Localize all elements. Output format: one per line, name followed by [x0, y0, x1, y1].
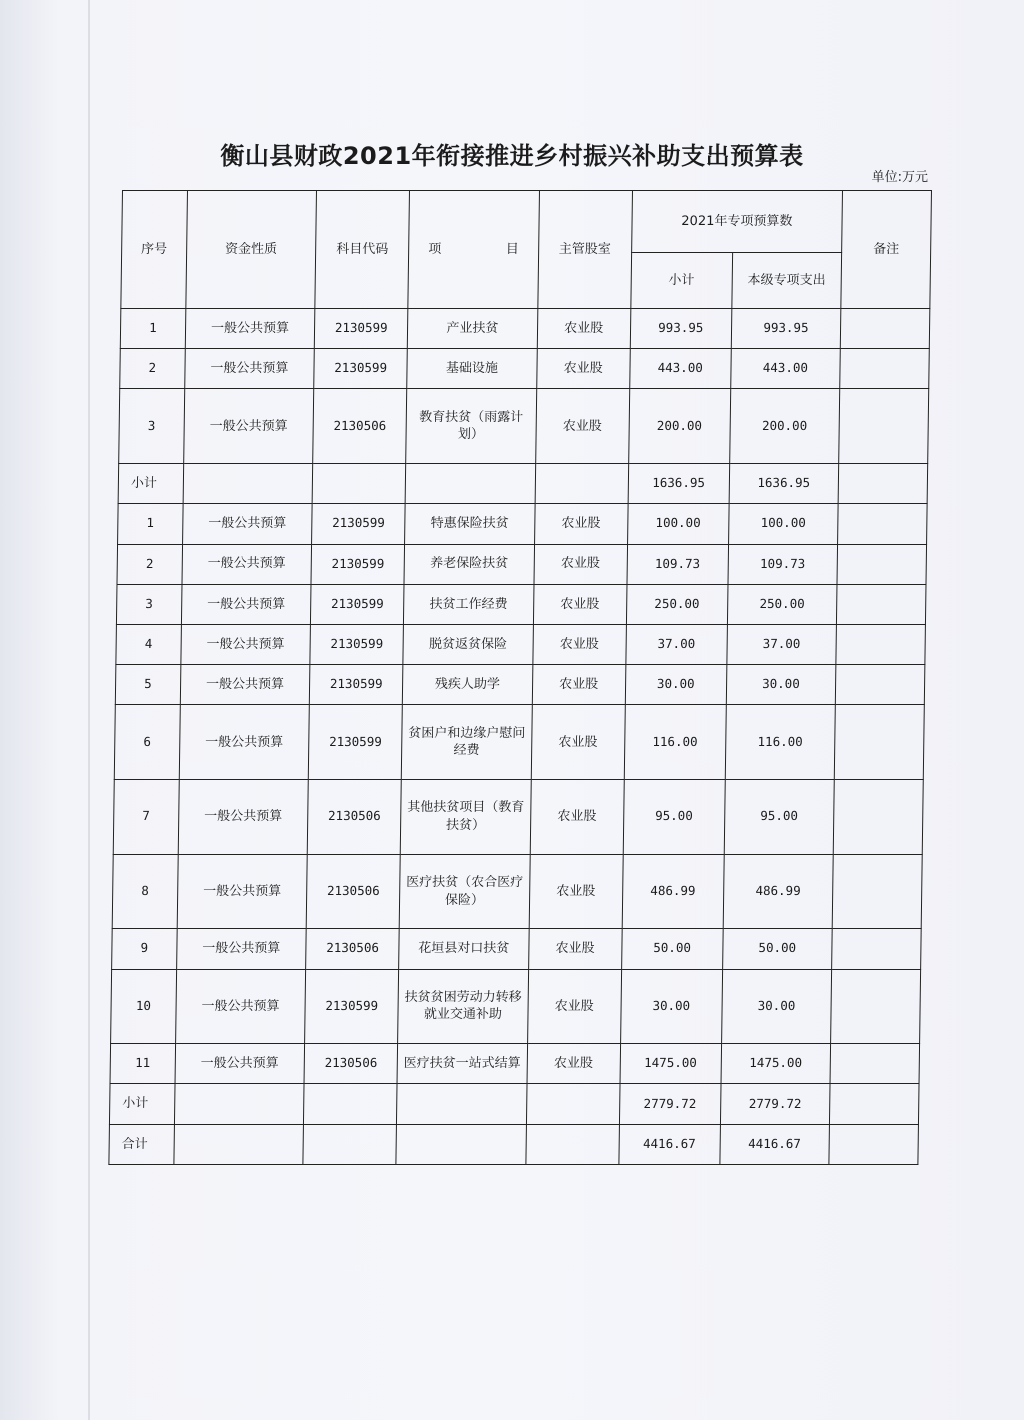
cell-empty — [312, 464, 406, 504]
cell-fund-type: 一般公共预算 — [178, 780, 308, 855]
cell-level-exp: 1475.00 — [721, 1044, 831, 1084]
cell-empty — [829, 1124, 919, 1164]
cell-dept: 农业股 — [534, 544, 628, 584]
cell-level-exp: 993.95 — [731, 309, 841, 349]
cell-subject-code: 2130506 — [306, 929, 400, 969]
header-row — [122, 191, 932, 253]
cell-fund-type: 一般公共预算 — [177, 854, 307, 929]
cell-fund-type: 一般公共预算 — [175, 969, 305, 1044]
subtotal-row-1 — [118, 464, 928, 504]
cell-total-subtotal: 1636.95 — [628, 464, 730, 504]
header-level-exp: 本级专项支出 — [732, 253, 842, 309]
cell-empty — [303, 1124, 397, 1164]
page-fold-shadow — [88, 0, 90, 1420]
cell-remark — [836, 625, 926, 665]
cell-remark — [838, 504, 928, 544]
cell-fund-type: 一般公共预算 — [183, 389, 313, 464]
cell-subtotal: 250.00 — [626, 584, 728, 624]
cell-level-exp: 486.99 — [723, 854, 833, 929]
cell-empty — [526, 1084, 620, 1124]
table-row — [115, 665, 925, 705]
cell-seq: 9 — [112, 929, 177, 969]
cell-remark — [833, 780, 923, 855]
cell-subject-code: 2130599 — [312, 504, 406, 544]
cell-seq: 7 — [113, 780, 179, 855]
cell-project: 产业扶贫 — [407, 309, 537, 349]
cell-subtotal: 50.00 — [621, 929, 723, 969]
cell-subject-code: 2130506 — [306, 854, 400, 929]
cell-subtotal: 109.73 — [627, 544, 729, 584]
cell-seq: 2 — [120, 349, 185, 389]
table-row — [120, 309, 930, 349]
cell-subtotal: 993.95 — [630, 309, 732, 349]
cell-empty — [838, 464, 928, 504]
table-row — [114, 705, 924, 780]
header-dept: 主管股室 — [537, 191, 632, 309]
cell-remark — [840, 349, 930, 389]
table-row — [117, 544, 927, 584]
table-body — [109, 309, 930, 1165]
cell-total-level: 2779.72 — [720, 1084, 830, 1124]
cell-fund-type: 一般公共预算 — [184, 349, 314, 389]
budget-table — [108, 190, 932, 1165]
cell-project: 特惠保险扶贫 — [405, 504, 535, 544]
cell-remark — [831, 969, 921, 1044]
cell-level-exp: 30.00 — [726, 665, 836, 705]
cell-seq: 4 — [116, 625, 181, 665]
cell-total-subtotal: 4416.67 — [619, 1124, 721, 1164]
cell-project: 其他扶贫项目（教育扶贫） — [400, 780, 530, 855]
header-project — [408, 191, 539, 309]
cell-dept: 农业股 — [537, 309, 631, 349]
cell-seq: 2 — [117, 544, 182, 584]
subtotal-row-2 — [109, 1084, 919, 1124]
cell-total-subtotal: 2779.72 — [619, 1084, 721, 1124]
header-fund-type: 资金性质 — [186, 191, 317, 309]
cell-subtotal: 443.00 — [629, 349, 731, 389]
cell-project: 医疗扶贫一站式结算 — [397, 1044, 527, 1084]
table-row — [116, 625, 926, 665]
cell-project: 教育扶贫（雨露计划） — [406, 389, 536, 464]
cell-empty — [405, 464, 535, 504]
cell-level-exp: 200.00 — [729, 389, 839, 464]
cell-seq: 1 — [120, 309, 185, 349]
cell-dept: 农业股 — [527, 1044, 621, 1084]
cell-subtotal: 486.99 — [622, 854, 724, 929]
cell-project: 脱贫返贫保险 — [403, 625, 533, 665]
cell-level-exp: 50.00 — [722, 929, 832, 969]
cell-subject-code: 2130506 — [313, 389, 407, 464]
cell-project: 残疾人助学 — [402, 665, 532, 705]
table-row — [118, 504, 928, 544]
header-budget-group: 2021年专项预算数 — [631, 191, 842, 253]
cell-project: 基础设施 — [407, 349, 537, 389]
header-project-b: 目 — [505, 241, 519, 257]
cell-subtotal: 1475.00 — [620, 1044, 722, 1084]
cell-total-level: 1636.95 — [729, 464, 839, 504]
cell-subject-code: 2130599 — [314, 349, 408, 389]
cell-total-label: 小计 — [118, 464, 183, 504]
cell-empty — [304, 1084, 398, 1124]
cell-subject-code: 2130506 — [307, 780, 401, 855]
cell-level-exp: 443.00 — [731, 349, 841, 389]
cell-project: 医疗扶贫（农合医疗保险） — [399, 854, 529, 929]
cell-empty — [174, 1084, 304, 1124]
cell-subtotal: 95.00 — [623, 780, 725, 855]
cell-seq: 11 — [110, 1044, 175, 1084]
table-row — [112, 929, 922, 969]
cell-subtotal: 100.00 — [627, 504, 729, 544]
cell-subtotal: 200.00 — [628, 389, 730, 464]
cell-dept: 农业股 — [535, 389, 629, 464]
cell-fund-type: 一般公共预算 — [182, 504, 312, 544]
cell-remark — [830, 1044, 920, 1084]
cell-fund-type: 一般公共预算 — [185, 309, 315, 349]
cell-subject-code: 2130599 — [308, 705, 402, 780]
cell-remark — [837, 544, 927, 584]
cell-level-exp: 37.00 — [727, 625, 837, 665]
cell-dept: 农业股 — [536, 349, 630, 389]
grand-total-row — [109, 1124, 919, 1164]
cell-seq: 10 — [111, 969, 177, 1044]
header-seq: 序号 — [121, 191, 187, 309]
cell-subject-code: 2130599 — [310, 625, 404, 665]
budget-table-wrapper — [108, 190, 932, 1165]
cell-subject-code: 2130599 — [311, 544, 405, 584]
table-row — [116, 584, 926, 624]
cell-remark — [840, 309, 930, 349]
cell-project: 扶贫贫困劳动力转移就业交通补助 — [398, 969, 528, 1044]
cell-level-exp: 95.00 — [724, 780, 834, 855]
cell-seq: 3 — [119, 389, 185, 464]
cell-fund-type: 一般公共预算 — [180, 665, 310, 705]
cell-total-level: 4416.67 — [720, 1124, 830, 1164]
cell-dept: 农业股 — [529, 854, 623, 929]
cell-empty — [183, 464, 313, 504]
header-subject-code: 科目代码 — [315, 191, 410, 309]
table-row — [113, 780, 923, 855]
cell-fund-type: 一般公共预算 — [181, 625, 311, 665]
cell-seq: 6 — [114, 705, 180, 780]
cell-subject-code: 2130506 — [304, 1044, 398, 1084]
cell-remark — [839, 389, 929, 464]
cell-seq: 3 — [116, 584, 181, 624]
table-row — [111, 969, 921, 1044]
cell-fund-type: 一般公共预算 — [182, 544, 312, 584]
cell-seq: 8 — [112, 854, 178, 929]
cell-dept: 农业股 — [527, 969, 621, 1044]
cell-subject-code: 2130599 — [314, 309, 408, 349]
cell-remark — [836, 584, 926, 624]
cell-project: 花垣县对口扶贫 — [399, 929, 529, 969]
cell-subtotal: 30.00 — [625, 665, 727, 705]
cell-remark — [834, 705, 924, 780]
cell-level-exp: 30.00 — [721, 969, 831, 1044]
cell-dept: 农业股 — [532, 665, 626, 705]
cell-project: 贫困户和边缘户慰问经费 — [401, 705, 531, 780]
cell-empty — [829, 1084, 919, 1124]
cell-project: 扶贫工作经费 — [404, 584, 534, 624]
cell-empty — [526, 1124, 620, 1164]
header-remark: 备注 — [841, 191, 932, 309]
cell-dept: 农业股 — [533, 584, 627, 624]
cell-dept: 农业股 — [528, 929, 622, 969]
cell-subtotal: 30.00 — [620, 969, 722, 1044]
cell-seq: 5 — [115, 665, 180, 705]
cell-project: 养老保险扶贫 — [404, 544, 534, 584]
cell-subtotal: 116.00 — [624, 705, 726, 780]
cell-subject-code: 2130599 — [311, 584, 405, 624]
cell-remark — [835, 665, 925, 705]
cell-fund-type: 一般公共预算 — [176, 929, 306, 969]
table-row — [119, 389, 929, 464]
cell-remark — [832, 929, 922, 969]
cell-fund-type: 一般公共预算 — [181, 584, 311, 624]
cell-subject-code: 2130599 — [305, 969, 399, 1044]
table-row — [110, 1044, 920, 1084]
cell-level-exp: 100.00 — [728, 504, 838, 544]
cell-level-exp: 116.00 — [725, 705, 835, 780]
cell-empty — [174, 1124, 304, 1164]
cell-dept: 农业股 — [531, 705, 625, 780]
cell-level-exp: 250.00 — [727, 584, 837, 624]
cell-dept: 农业股 — [530, 780, 624, 855]
header-project-a: 项 — [428, 241, 442, 257]
cell-level-exp: 109.73 — [728, 544, 838, 584]
table-row — [120, 349, 930, 389]
cell-empty — [396, 1124, 526, 1164]
cell-empty — [397, 1084, 527, 1124]
header-subtotal: 小计 — [631, 253, 733, 309]
cell-fund-type: 一般公共预算 — [179, 705, 309, 780]
cell-subtotal: 37.00 — [626, 625, 728, 665]
unit-label: 单位:万元 — [871, 170, 928, 185]
cell-empty — [535, 464, 629, 504]
table-row — [112, 854, 922, 929]
cell-dept: 农业股 — [532, 625, 626, 665]
document-title: 衡山县财政2021年衔接推进乡村振兴补助支出预算表 — [220, 142, 804, 170]
cell-subject-code: 2130599 — [309, 665, 403, 705]
cell-fund-type: 一般公共预算 — [175, 1044, 305, 1084]
cell-dept: 农业股 — [534, 504, 628, 544]
cell-seq: 1 — [118, 504, 183, 544]
cell-remark — [832, 854, 922, 929]
cell-total-label: 小计 — [109, 1084, 174, 1124]
cell-total-label: 合计 — [109, 1124, 174, 1164]
